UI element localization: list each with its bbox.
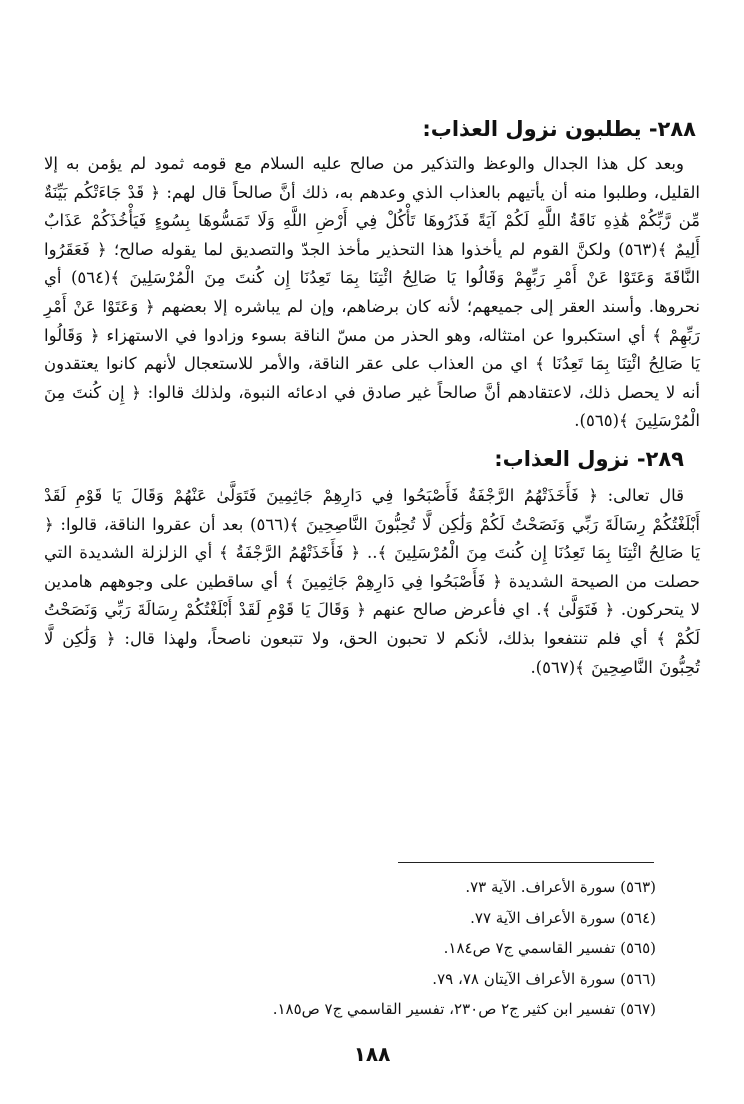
footnote-563: (٥٦٣) سورة الأعراف. الآية ٧٣.	[465, 878, 656, 896]
footnote-divider	[398, 862, 654, 863]
paragraph-289: قال تعالى: ﴿ فَأَخَذَتْهُمُ الرَّجْفَةُ فَأَصْبَحُوا فِي دَارِهِمْ جَاثِمِينَ فَتَوَلَّىٰ عَنْهُمْ وَقَالَ يَا قَوْمِ لَقَدْ أَبْلَغْتُكُمْ رِسَالَةَ رَبِّي وَنَصَحْتُ لَكُمْ وَلَٰكِن لَّا تُحِبُّونَ النَّاصِحِينَ ﴾(٥٦٦) بعد أن عقروا الناقة، قالوا: ﴿ يَا صَالِحُ ائْتِنَا بِمَا تَعِدُنَا إِن كُنتَ مِنَ الْمُرْسَلِينَ ﴾.. ﴿ فَأَخَذَتْهُمُ الرَّجْفَةُ ﴾ أي الزلزلة الشديدة التي حصلت من الصيحة الشديدة ﴿ فَأَصْبَحُوا فِي دَارِهِمْ جَاثِمِينَ ﴾ أي ساقطين على وجوههم هامدين لا يتحركون. ﴿ فَتَوَلَّىٰ ﴾. اي فأعرض صالح عنهم ﴿ وَقَالَ يَا قَوْمِ لَقَدْ أَبْلَغْتُكُمْ رِسَالَةَ رَبِّي وَنَصَحْتُ لَكُمْ ﴾ أي فلم تنتفعوا بذلك، لأنكم لا تحبون الحق، ولا تتبعون ناصحاً، ولهذا قال: ﴿ وَلَٰكِن لَّا تُحِبُّونَ النَّاصِحِينَ ﴾(٥٦٧).	[44, 485, 700, 677]
section-heading-288: ٢٨٨- يطلبون نزول العذاب:	[422, 117, 696, 141]
footnote-564: (٥٦٤) سورة الأعراف الآية ٧٧.	[470, 908, 656, 927]
page-number: ١٨٨	[353, 1042, 391, 1066]
page-body	[44, 112, 700, 682]
footnotes	[44, 872, 656, 1025]
footnote-565: (٥٦٥) تفسير القاسمي ج٧ ص١٨٤.	[443, 939, 656, 957]
footnote-567: (٥٦٧) تفسير ابن كثير ج٢ ص٢٣٠، تفسير القاسمي ج٧ ص١٨٥.	[272, 1000, 656, 1018]
section-heading-289: ٢٨٩- نزول العذاب:	[494, 446, 684, 471]
paragraph-288: وبعد كل هذا الجدال والوعظ والتذكير من صالح عليه السلام مع قومه ثمود لم يؤمن به إلا القليل، وطلبوا منه أن يأتيهم بالعذاب الذي وعدهم به، ذلك أنَّ صالحاً قال لهم: ﴿ قَدْ جَاءَتْكُم بَيِّنَةٌ مِّن رَّبِّكُمْ هَٰذِهِ نَاقَةُ اللَّهِ لَكُمْ آيَةً فَذَرُوهَا تَأْكُلْ فِي أَرْضِ اللَّهِ وَلَا تَمَسُّوهَا بِسُوءٍ فَيَأْخُذَكُمْ عَذَابٌ أَلِيمٌ ﴾(٥٦٣) ولكنَّ القوم لم يأخذوا هذا التحذير مأخذ الجدّ والتصديق لما يقوله صالح؛ ﴿ فَعَقَرُوا النَّاقَةَ وَعَتَوْا عَنْ أَمْرِ رَبِّهِمْ وَقَالُوا يَا صَالِحُ ائْتِنَا بِمَا تَعِدُنَا إِن كُنتَ مِنَ الْمُرْسَلِينَ ﴾(٥٦٤) أي نحروها. وأسند العقر إلى جميعهم؛ لأنه كان برضاهم، وإن لم يباشره إلا بعضهم ﴿ وَعَتَوْا عَنْ أَمْرِ رَبِّهِمْ ﴾ أي استكبروا عن امتثاله، وهو الحذر من مسّ الناقة بسوء وزادوا في الاستهزاء ﴿ وَقَالُوا يَا صَالِحُ ائْتِنَا بِمَا تَعِدُنَا ﴾ اي من العذاب على عقر الناقة، والأمر للاستعجال لأنهم كانوا يعتقدون أنه لا يحصل ذلك، لاعتقادهم أنَّ صالحاً غير صادق في ادعائه النبوة، ولذلك قالوا: ﴿ إِن كُنتَ مِنَ الْمُرْسَلِينَ ﴾(٥٦٥).	[44, 154, 700, 431]
footnote-566: (٥٦٦) سورة الأعراف الآيتان ٧٨، ٧٩.	[432, 969, 656, 988]
